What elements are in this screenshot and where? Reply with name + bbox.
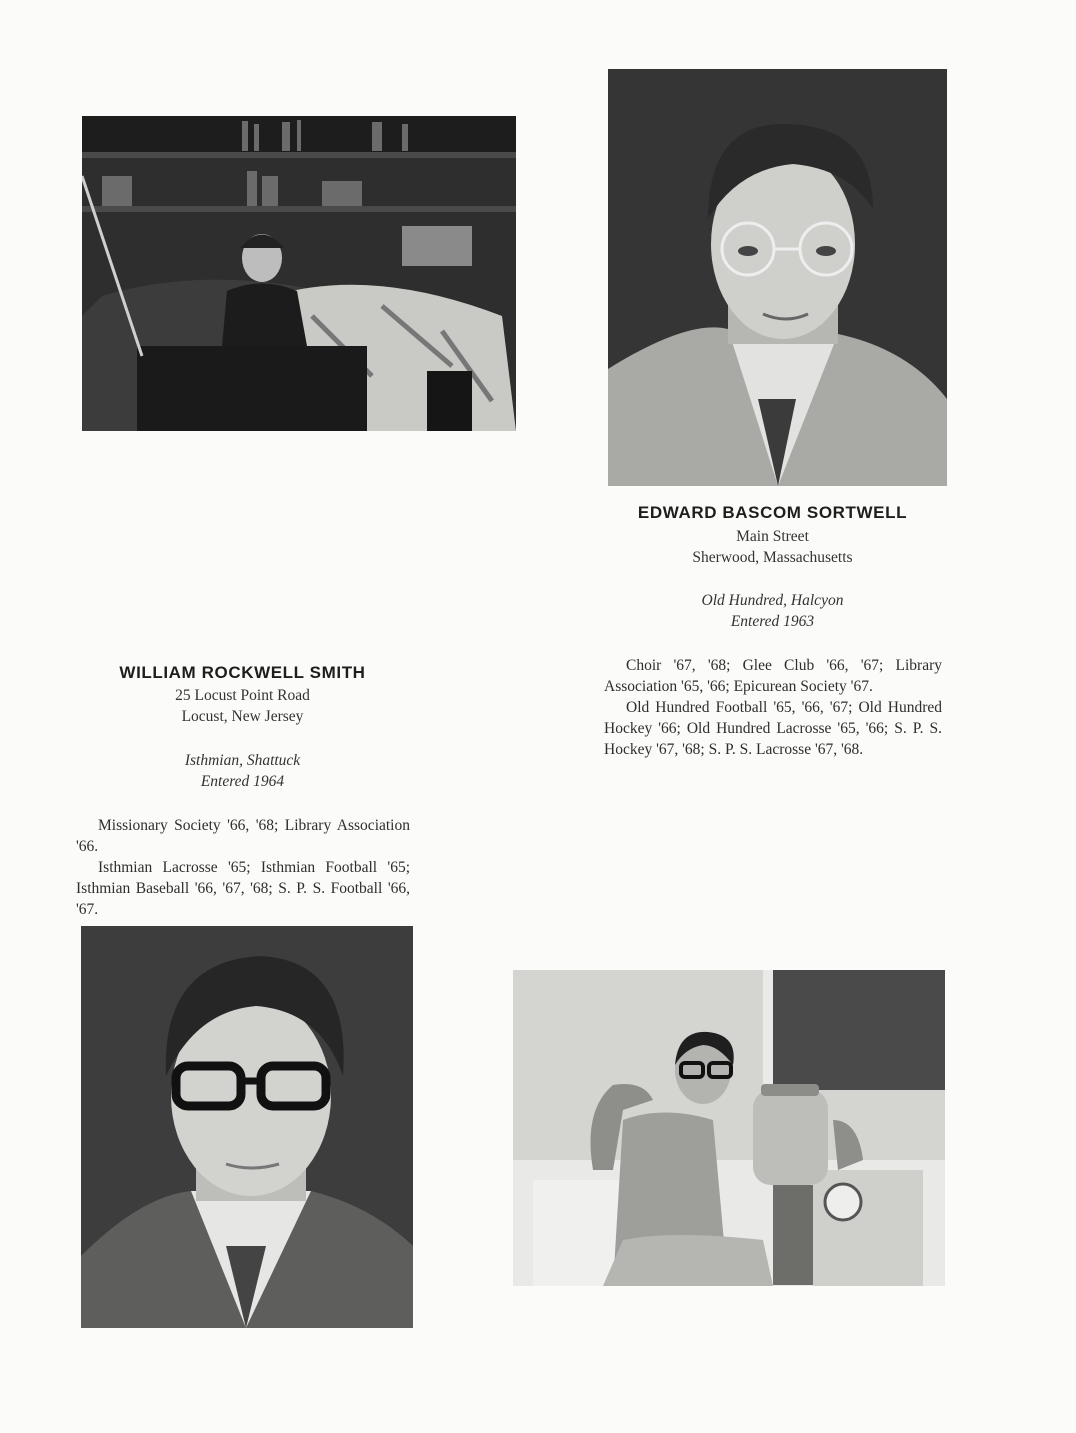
address-sortwell: [605, 526, 940, 568]
address-line-1: Main Street: [736, 528, 809, 545]
house-affiliations: Isthmian, Shattuck: [184, 752, 301, 769]
portrait-smith: [81, 926, 413, 1328]
activities-paragraph-2: Old Hundred Football '65, '66, '67; Old Hundred Hockey '66; Old Hundred Lacrosse '65, '66; S. P. S. Hockey '67, '68; S. P. S. Lacrosse '67, '68.: [604, 699, 942, 758]
activities-paragraph-1: Missionary Society '66, '68; Library Association '66.: [76, 817, 410, 855]
activities-sortwell: [604, 655, 942, 760]
student-name-sortwell: EDWARD BASCOM SORTWELL: [637, 503, 908, 522]
address-smith: [75, 685, 410, 727]
entered-year: Entered 1963: [730, 613, 815, 630]
entered-year: Entered 1964: [200, 773, 285, 790]
address-line-2: Locust, New Jersey: [181, 708, 304, 725]
address-line-1: 25 Locust Point Road: [175, 687, 310, 704]
houses-sortwell: [605, 590, 940, 632]
address-line-2: Sherwood, Massachusetts: [692, 549, 853, 566]
student-name-smith: WILLIAM ROCKWELL SMITH: [119, 663, 366, 682]
house-affiliations: Old Hundred, Halcyon: [701, 592, 844, 609]
portrait-sortwell: [608, 69, 947, 486]
candid-photo-flexing: [513, 970, 945, 1286]
houses-smith: [75, 750, 410, 792]
candid-photo-room: [82, 116, 516, 431]
activities-paragraph-2: Isthmian Lacrosse '65; Isthmian Football '65; Isthmian Baseball '66, '67, '68; S. P. S. Football '66, '67.: [76, 859, 410, 918]
activities-paragraph-1: Choir '67, '68; Glee Club '66, '67; Library Association '65, '66; Epicurean Society '67.: [604, 657, 942, 695]
activities-smith: [76, 815, 410, 920]
